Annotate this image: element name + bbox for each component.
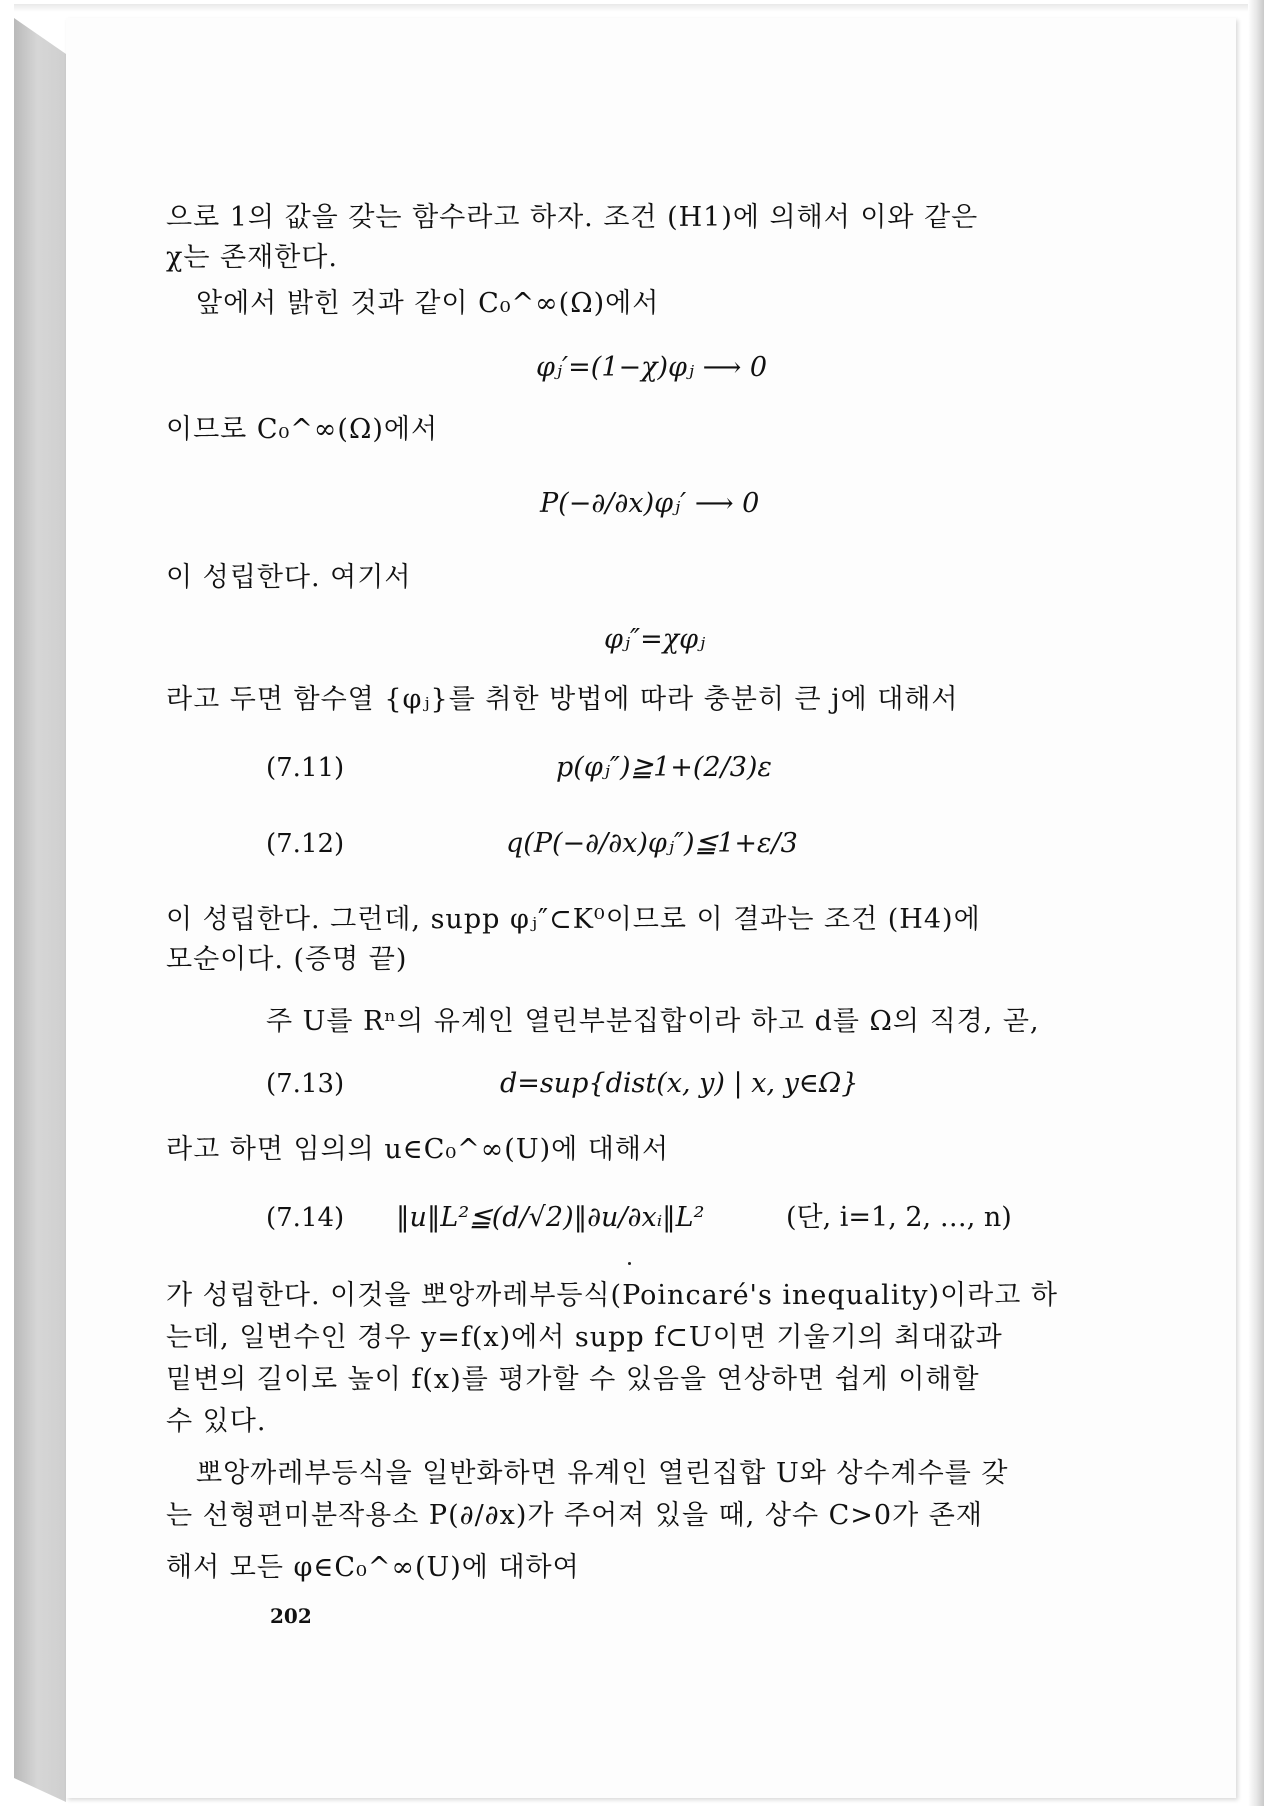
text-line: 라고 두면 함수열 {φⱼ}를 취한 방법에 따라 충분히 큰 j에 대해서	[166, 684, 959, 715]
text-line: 앞에서 밝힌 것과 같이 C₀^∞(Ω)에서	[196, 288, 660, 319]
text-line: 는데, 일변수인 경우 y=f(x)에서 supp f⊂U이면 기울기의 최대값과	[166, 1322, 1003, 1353]
equation-7-11: p(φⱼ″)≧1+(2/3)ε	[556, 752, 772, 783]
text-line: 으로 1의 값을 갖는 함수라고 하자. 조건 (H1)에 의해서 이와 같은	[166, 202, 979, 233]
equation-phi-prime: φⱼ′=(1−χ)φⱼ ⟶ 0	[536, 352, 768, 383]
equation-phi-double-prime: φⱼ″=χφⱼ	[604, 624, 706, 655]
text-line: 수 있다.	[166, 1406, 267, 1437]
text-line: 이 성립한다. 그런데, supp φⱼ″⊂K⁰이므로 이 결과는 조건 (H4)에	[166, 904, 981, 935]
equation-7-12: q(P(−∂/∂x)φⱼ″)≦1+ε/3	[506, 828, 798, 859]
text-line: 밑변의 길이로 높이 f(x)를 평가할 수 있음을 연상하면 쉽게 이해할	[166, 1364, 980, 1395]
page-stack-left	[14, 10, 66, 1802]
text-line: 이므로 C₀^∞(Ω)에서	[166, 414, 439, 445]
text-line: 가 성립한다. 이것을 뽀앙까레부등식(Poincaré's inequality)이라고 하	[166, 1280, 1059, 1311]
page-number: 202	[270, 1604, 312, 1628]
equation-label: (7.14)	[266, 1203, 345, 1233]
equation-label: (7.13)	[266, 1069, 345, 1099]
text-line: 해서 모든 φ∈C₀^∞(U)에 대하여	[166, 1552, 580, 1583]
equation-7-13: d=sup{dist(x, y) | x, y∈Ω}	[500, 1068, 859, 1099]
text-line: 모순이다. (증명 끝)	[166, 944, 408, 975]
text-line: 는 선형편미분작용소 P(∂/∂x)가 주어져 있을 때, 상수 C>0가 존재	[166, 1500, 983, 1531]
equation-p-phi-prime: P(−∂/∂x)φⱼ′ ⟶ 0	[540, 488, 760, 519]
text-line: χ는 존재한다.	[166, 242, 338, 273]
equation-7-14: ‖u‖L²≦(d/√2)‖∂u/∂xᵢ‖L²	[396, 1202, 705, 1233]
page-edge-top	[14, 4, 1254, 12]
equation-label: (7.12)	[266, 829, 345, 859]
text-line: 주 U를 Rⁿ의 유계인 열린부분집합이라 하고 d를 Ω의 직경, 곧,	[266, 1006, 1040, 1037]
page-stack-right	[1248, 0, 1264, 1806]
text-line: 라고 하면 임의의 u∈C₀^∞(U)에 대해서	[166, 1134, 670, 1165]
equation-label: (7.11)	[266, 753, 345, 783]
text-line: 이 성립한다. 여기서	[166, 562, 412, 593]
text-line: 뽀앙까레부등식을 일반화하면 유계인 열린집합 U와 상수계수를 갖	[196, 1458, 1009, 1489]
equation-note: (단, i=1, 2, …, n)	[786, 1202, 1012, 1233]
ink-speck	[628, 1262, 631, 1265]
